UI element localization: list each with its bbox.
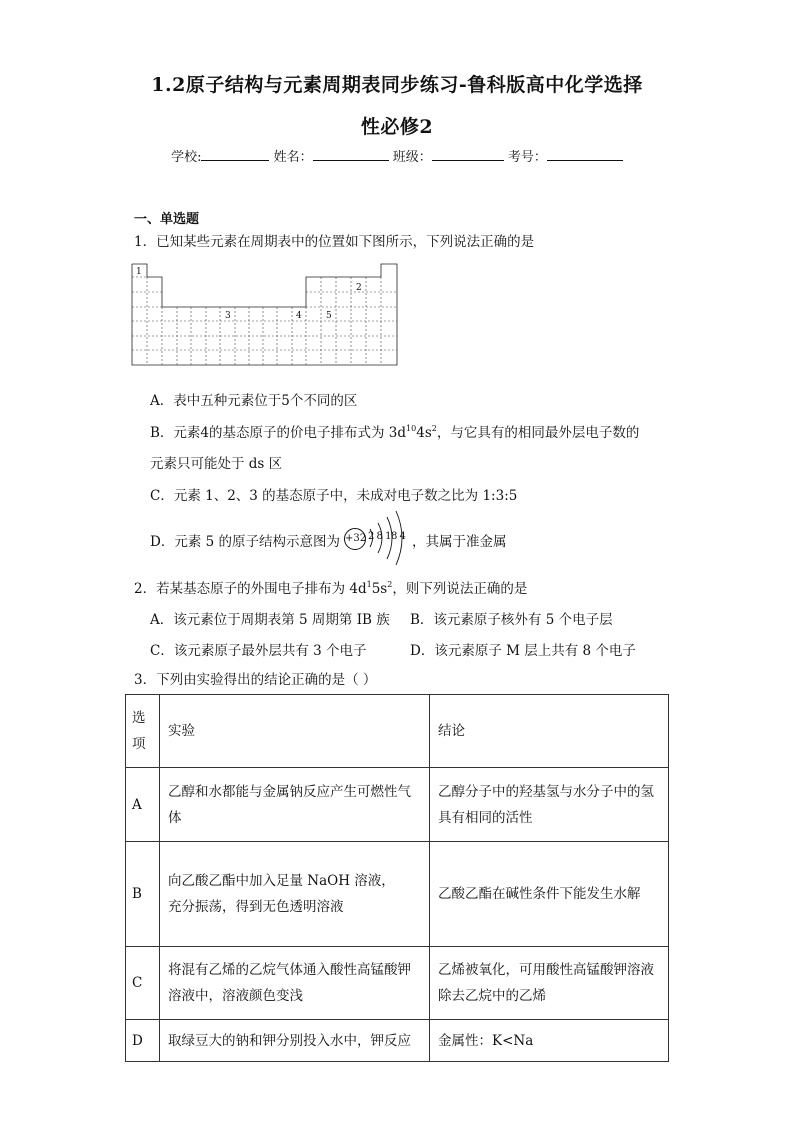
- q1-option-a[interactable]: A．表中五种元素位于5个不同的区: [150, 393, 358, 409]
- marker-4: 4: [296, 311, 302, 321]
- q2-stem-pre: 2．若某基态原子的外围电子排布为 4d: [134, 581, 367, 597]
- table-row: [126, 1020, 669, 1062]
- table-row: [126, 768, 669, 842]
- row-conclusion: 乙醇分子中的羟基氢与水分子中的氢具有相同的活性: [430, 768, 669, 842]
- row-experiment: 将混有乙烯的乙烷气体通入酸性高锰酸钾溶液中，溶液颜色变浅: [160, 947, 430, 1020]
- table-row: [126, 947, 669, 1020]
- bohr-shells: [342, 509, 412, 567]
- marker-1: 1: [136, 267, 142, 277]
- row-option: B: [126, 842, 160, 947]
- header-conclusion: 结论: [430, 695, 669, 768]
- class-label: 班级：: [392, 150, 432, 165]
- row-conclusion: 乙酸乙酯在碱性条件下能发生水解: [430, 842, 669, 947]
- bohr-nucleus: +32: [344, 528, 366, 550]
- q1-option-b[interactable]: [150, 421, 639, 441]
- header-experiment: 实验: [160, 695, 430, 768]
- q1-option-b-line2: 元素只可能处于 ds 区: [150, 456, 283, 472]
- q1-option-b-sup1: 10: [406, 424, 417, 433]
- q1-option-d[interactable]: [150, 530, 340, 550]
- class-blank[interactable]: [432, 148, 504, 161]
- q2-option-a[interactable]: A．该元素位于周期表第 5 周期第 IB 族: [150, 612, 390, 628]
- student-info-line: [0, 146, 794, 165]
- q1-option-d-post: ，其属于准金属: [412, 534, 507, 550]
- q3-table: [125, 694, 669, 1062]
- row-experiment: 取绿豆大的钠和钾分别投入水中，钾反应: [160, 1020, 430, 1062]
- table-row: [126, 842, 669, 947]
- name-blank[interactable]: [313, 148, 389, 161]
- q1-option-b-sup2: 2: [431, 424, 437, 433]
- q2-option-d[interactable]: D．该元素原子 M 层上共有 8 个电子: [410, 643, 636, 659]
- bohr-diagram: [342, 509, 412, 567]
- q1-option-d-pre: D．元素 5 的原子结构示意图为: [150, 534, 340, 550]
- school-label: 学校:: [171, 150, 202, 165]
- table-header-row: [126, 695, 669, 768]
- q1-option-b-post: ，与它具有的相同最外层电子数的: [436, 425, 640, 441]
- q2-stem-mid: 5s: [371, 581, 388, 597]
- q1-option-c[interactable]: C．元素 1、2、3 的基态原子中，未成对电子数之比为 1:3:5: [150, 488, 518, 504]
- number-blank[interactable]: [547, 148, 623, 161]
- school-blank[interactable]: [201, 148, 269, 161]
- q2-stem-sup2: 2: [387, 580, 393, 589]
- q2-option-c[interactable]: C．该元素原子最外层共有 3 个电子: [150, 643, 367, 659]
- q1-option-b-mid: 4s: [416, 425, 432, 441]
- row-experiment: 乙醇和水都能与金属钠反应产生可燃性气体: [160, 768, 430, 842]
- q3-stem: 3．下列由实验得出的结论正确的是（ ）: [134, 672, 377, 688]
- name-label: 姓名：: [273, 150, 313, 165]
- bohr-shell-counts: 2 8 18 4: [368, 531, 406, 542]
- header-option: 选项: [126, 695, 160, 768]
- q2-stem-sup1: 1: [366, 580, 372, 589]
- marker-2: 2: [356, 283, 362, 293]
- q1-option-b-pre: B．元素4的基态原子的价电子排布式为 3d: [150, 425, 407, 441]
- row-conclusion: 乙烯被氧化，可用酸性高锰酸钾溶液除去乙烷中的乙烯: [430, 947, 669, 1020]
- section-title: 一、单选题: [134, 212, 200, 227]
- q2-stem: [134, 575, 527, 599]
- periodic-table-figure: [131, 263, 401, 366]
- page-title: 1.2原子结构与元素周期表同步练习-鲁科版高中化学选择: [151, 74, 643, 96]
- row-option: A: [126, 768, 160, 842]
- marker-3: 3: [225, 311, 231, 321]
- page-title-line2: 性必修2: [360, 116, 434, 138]
- q2-option-b[interactable]: B．该元素原子核外有 5 个电子层: [410, 612, 613, 628]
- number-label: 考号：: [507, 150, 547, 165]
- row-conclusion: 金属性：K<Na: [430, 1020, 669, 1062]
- row-option: D: [126, 1020, 160, 1062]
- q2-stem-post: ，则下列说法正确的是: [392, 581, 528, 597]
- row-experiment: 向乙酸乙酯中加入足量 NaOH 溶液，充分振荡，得到无色透明溶液: [160, 842, 430, 947]
- row-option: C: [126, 947, 160, 1020]
- marker-5: 5: [326, 311, 332, 321]
- q1-stem: 1．已知某些元素在周期表中的位置如下图所示，下列说法正确的是: [134, 234, 535, 250]
